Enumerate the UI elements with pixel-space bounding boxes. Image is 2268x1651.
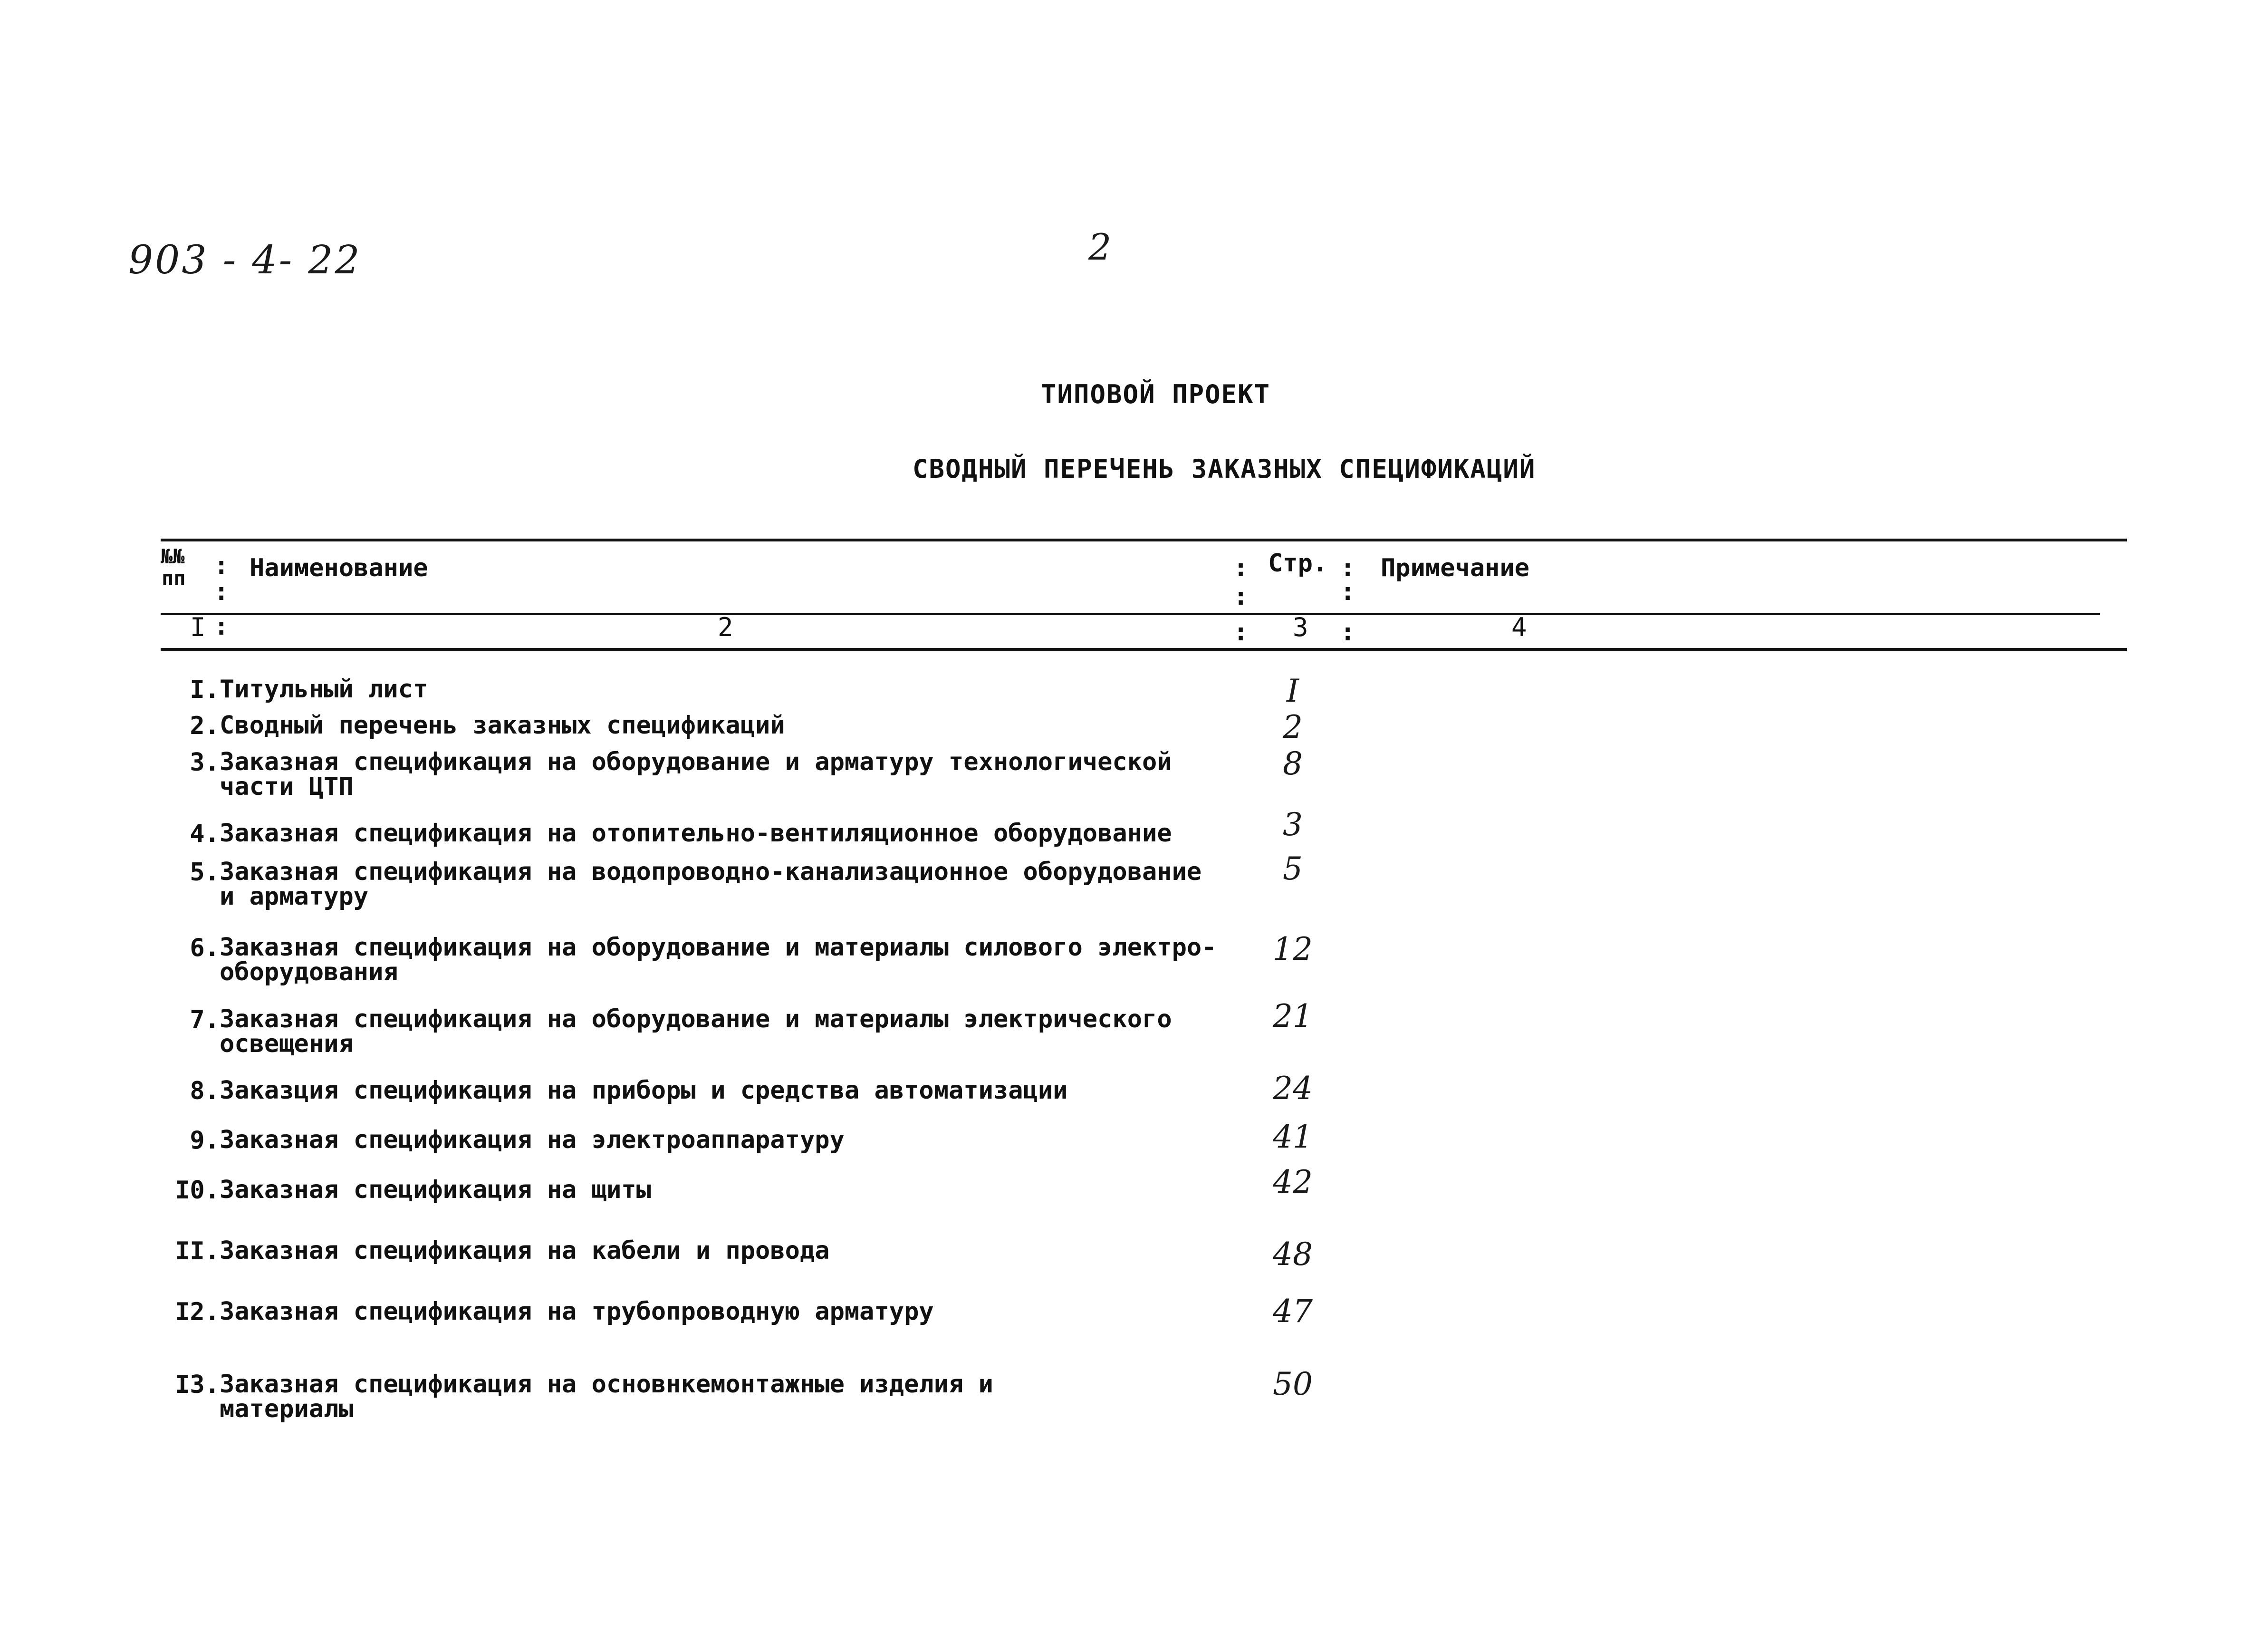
header-separator: : <box>1233 582 1249 611</box>
column-number: 4 <box>1511 612 1527 642</box>
row-number: 7. <box>190 1005 220 1034</box>
header-separator: : <box>1233 618 1249 647</box>
row-name: Заказная спецификация на оборудование и материалы силового электро- оборудования <box>220 933 1217 986</box>
row-name: Заказная спецификация на отопительно-вентиляционное оборудование <box>220 819 1172 848</box>
column-number: 2 <box>718 612 733 642</box>
row-page: I <box>1286 673 1299 709</box>
header-separator: : <box>214 578 229 606</box>
row-number: 5. <box>190 858 220 887</box>
row-name: Заказная спецификация на кабели и провода <box>220 1236 830 1265</box>
column-number: I <box>190 612 206 642</box>
row-number: II. <box>175 1237 220 1265</box>
row-page: 5 <box>1283 850 1303 887</box>
row-name: Заказная спецификация на оборудование и арматуру технологической части ЦТП <box>220 748 1172 801</box>
row-number: 4. <box>190 820 220 848</box>
row-name: Заказция спецификация на приборы и средства автоматизации <box>220 1076 1068 1105</box>
header-separator: : <box>1340 578 1355 606</box>
row-name: Заказная спецификация на электроаппаратуру <box>220 1126 845 1154</box>
table-header-rule <box>161 613 2100 615</box>
row-name: Сводный перечень заказных спецификаций <box>220 711 785 740</box>
row-page: 2 <box>1283 709 1303 745</box>
row-page: 41 <box>1273 1119 1313 1155</box>
row-name: Заказная спецификация на трубопроводную арматуру <box>220 1297 934 1326</box>
row-page: 21 <box>1273 998 1313 1034</box>
column-number: 3 <box>1293 612 1308 642</box>
header-separator: : <box>1233 554 1249 582</box>
row-name: Заказная спецификация на водопроводно-канализационное оборудование и арматуру <box>220 858 1202 911</box>
row-number: I3. <box>175 1371 220 1399</box>
row-page: 12 <box>1273 931 1313 967</box>
row-name: Заказная спецификация на щиты <box>220 1176 651 1204</box>
header-number-line1: №№ <box>161 545 185 568</box>
row-number: 9. <box>190 1126 220 1155</box>
row-page: 24 <box>1273 1070 1313 1107</box>
row-number: 6. <box>190 934 220 962</box>
table-column-number-rule <box>161 648 2127 651</box>
header-separator: : <box>214 612 229 641</box>
row-page: 50 <box>1273 1366 1313 1402</box>
header-number-line2: пп <box>162 567 186 590</box>
header-separator: : <box>1340 554 1355 582</box>
document-code: 903 - 4- 22 <box>128 238 362 283</box>
row-page: 47 <box>1273 1293 1313 1330</box>
row-name: Заказная спецификация на основнкемонтажные изделия и материалы <box>220 1370 993 1423</box>
header-name: Наименование <box>250 554 428 582</box>
row-number: I0. <box>175 1176 220 1205</box>
row-name: Титульный лист <box>220 675 428 704</box>
document-title: ТИПОВОЙ ПРОЕКТ <box>1041 379 1271 409</box>
row-number: 2. <box>190 712 220 740</box>
row-number: I. <box>190 676 220 704</box>
document-subtitle: СВОДНЫЙ ПЕРЕЧЕНЬ ЗАКАЗНЫХ СПЕЦИФИКАЦИЙ <box>913 454 1536 484</box>
row-number: 8. <box>190 1077 220 1105</box>
header-page: Стр. <box>1268 549 1328 578</box>
row-number: 3. <box>190 748 220 777</box>
table-top-rule <box>161 539 2127 541</box>
row-name: Заказная спецификация на оборудование и материалы электрического освещения <box>220 1005 1172 1058</box>
row-page: 48 <box>1273 1236 1313 1273</box>
header-note: Примечание <box>1381 554 1530 582</box>
row-page: 42 <box>1273 1164 1313 1200</box>
header-separator: : <box>1340 618 1355 647</box>
header-separator: : <box>214 551 229 580</box>
row-page: 3 <box>1283 806 1303 843</box>
row-page: 8 <box>1283 745 1303 782</box>
row-number: I2. <box>175 1298 220 1326</box>
page-number: 2 <box>1088 226 1112 268</box>
